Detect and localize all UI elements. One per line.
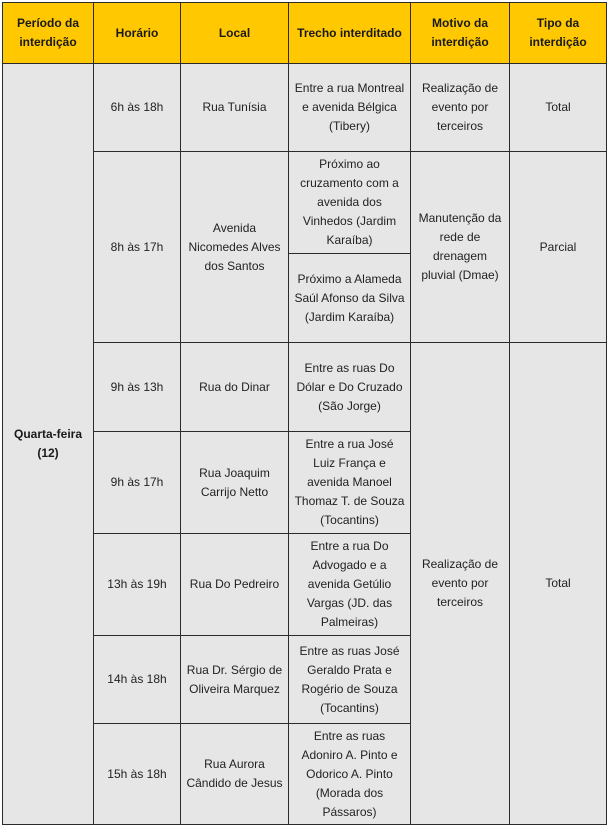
tipo-cell: Parcial bbox=[510, 152, 607, 343]
horario-cell: 14h às 18h bbox=[94, 636, 181, 724]
trecho-cell: Entre a rua Montreal e avenida Bélgica (Tibery) bbox=[289, 64, 411, 152]
horario-cell: 13h às 19h bbox=[94, 534, 181, 636]
trecho-cell: Próximo a Alameda Saúl Afonso da Silva (Jardim Karaíba) bbox=[289, 254, 411, 343]
horario-cell: 8h às 17h bbox=[94, 152, 181, 343]
local-cell: Rua do Dinar bbox=[181, 343, 289, 432]
header-periodo: Período da interdição bbox=[3, 3, 94, 64]
road-closures-table bbox=[2, 2, 607, 825]
tipo-cell: Total bbox=[510, 343, 607, 825]
horario-cell: 9h às 13h bbox=[94, 343, 181, 432]
header-tipo: Tipo da interdição bbox=[510, 3, 607, 64]
horario-cell: 9h às 17h bbox=[94, 432, 181, 534]
local-cell: Rua Do Pedreiro bbox=[181, 534, 289, 636]
table-row bbox=[3, 343, 607, 432]
tipo-cell: Total bbox=[510, 64, 607, 152]
trecho-cell: Entre a rua Do Advogado e a avenida Getúlio Vargas (JD. das Palmeiras) bbox=[289, 534, 411, 636]
local-cell: Rua Aurora Cândido de Jesus bbox=[181, 724, 289, 825]
horario-cell: 15h às 18h bbox=[94, 724, 181, 825]
trecho-cell: Próximo ao cruzamento com a avenida dos Vinhedos (Jardim Karaíba) bbox=[289, 152, 411, 254]
header-horario: Horário bbox=[94, 3, 181, 64]
trecho-cell: Entre as ruas José Geraldo Prata e Rogério de Souza (Tocantins) bbox=[289, 636, 411, 724]
header-trecho: Trecho interditado bbox=[289, 3, 411, 64]
header-motivo: Motivo da interdição bbox=[411, 3, 510, 64]
trecho-cell: Entre as ruas Do Dólar e Do Cruzado (São Jorge) bbox=[289, 343, 411, 432]
motivo-cell: Realização de evento por terceiros bbox=[411, 343, 510, 825]
period-cell: Quarta-feira (12) bbox=[3, 64, 94, 825]
table-row bbox=[3, 64, 607, 152]
horario-cell: 6h às 18h bbox=[94, 64, 181, 152]
header-row bbox=[3, 3, 607, 64]
local-cell: Avenida Nicomedes Alves dos Santos bbox=[181, 152, 289, 343]
trecho-cell: Entre a rua José Luiz França e avenida Manoel Thomaz T. de Souza (Tocantins) bbox=[289, 432, 411, 534]
motivo-cell: Realização de evento por terceiros bbox=[411, 64, 510, 152]
motivo-cell: Manutenção da rede de drenagem pluvial (Dmae) bbox=[411, 152, 510, 343]
trecho-cell: Entre as ruas Adoniro A. Pinto e Odorico A. Pinto (Morada dos Pássaros) bbox=[289, 724, 411, 825]
table-row bbox=[3, 152, 607, 254]
header-local: Local bbox=[181, 3, 289, 64]
local-cell: Rua Tunísia bbox=[181, 64, 289, 152]
local-cell: Rua Joaquim Carrijo Netto bbox=[181, 432, 289, 534]
local-cell: Rua Dr. Sérgio de Oliveira Marquez bbox=[181, 636, 289, 724]
